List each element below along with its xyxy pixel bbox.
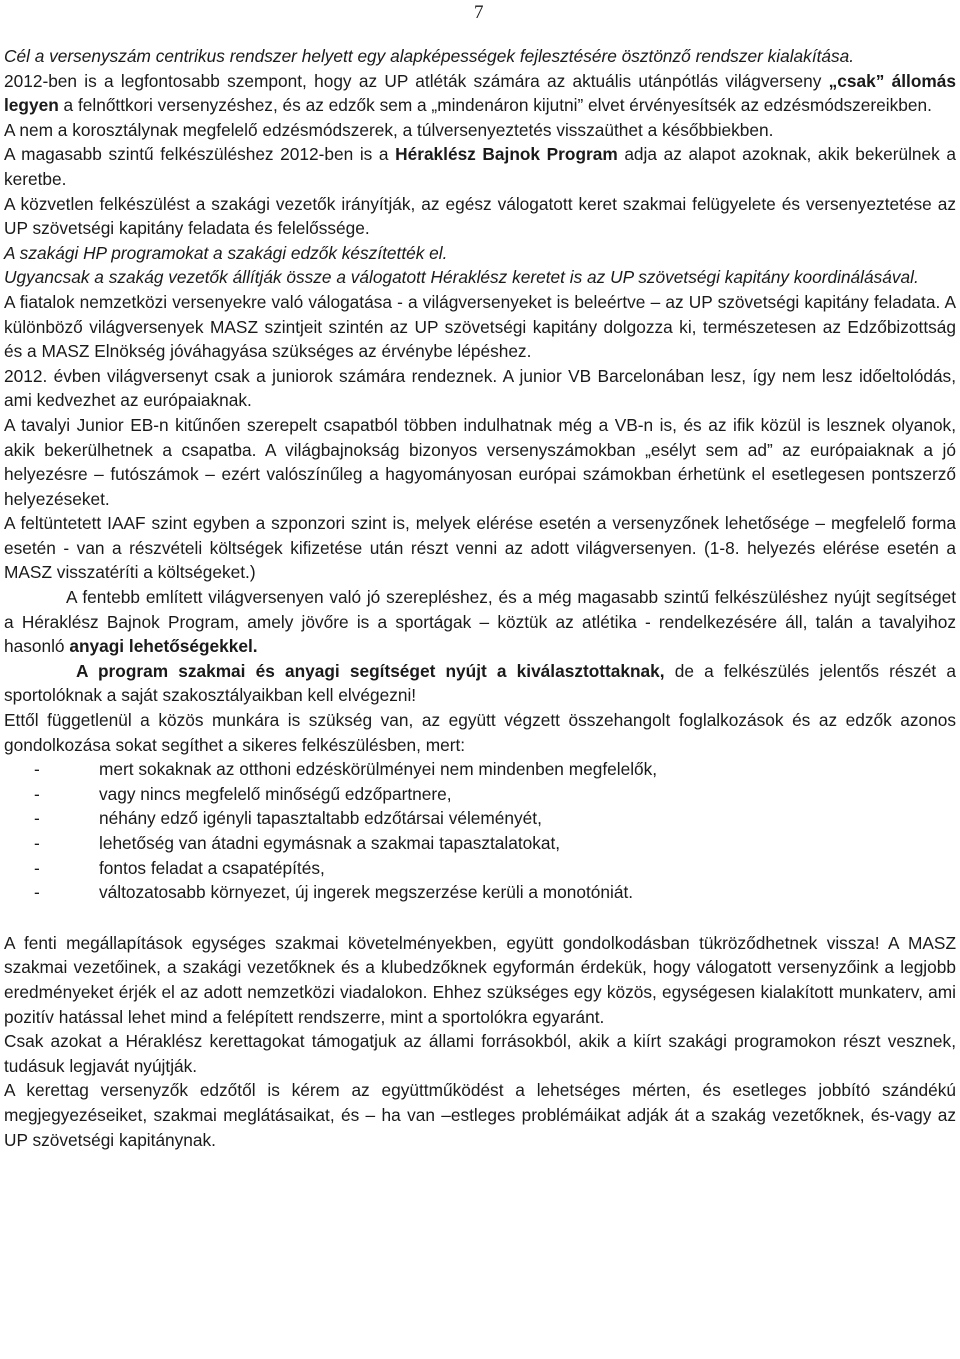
paragraph-cooperation-request: A kerettag versenyzők edzőtől is kérem az együttműködést a lehetséges mérten, és esetleges jobbító szándékú megjegyezéseiket, szakmai meglátásaikat, és – ha van –estleges problémáikat adják át a szakág vezetőknek, és-vagy az UP szövetségi kapitánynak. <box>4 1080 956 1150</box>
bold-run: A program szakmai és anyagi segítséget nyújt a kiválasztottaknak, <box>76 660 665 681</box>
list-item <box>4 757 956 782</box>
paragraph-2012-events: 2012. évben világversenyt csak a juniorok számára rendeznek. A junior VB Barcelonában lesz, így nem lesz időeltolódás, ami kedvezhet az európaiaknak. <box>4 365 956 411</box>
list-dash: - <box>34 808 40 829</box>
list-item-text: mert sokaknak az otthoni edzéskörülményei nem mindenben megfelelők, <box>99 759 658 780</box>
list-item <box>4 806 956 831</box>
paragraph-joint-work: Ettől függetlenül a közös munkára is szükség van, az együtt végzett összehangolt foglalkozások és az edzők azonos gondolkozása sokat segíthet a sikeres felkészülésben, mert: <box>4 710 956 755</box>
spacer <box>4 905 956 931</box>
paragraph-common-requirements: A fenti megállapítások egységes szakmai követelményekben, együtt gondolkodásban tükröződhetnek vissza! A MASZ szakmai vezetőinek, a szakági vezetőknek és a klubedzőknek egyformán érdekük, hogy válogatott versenyzőink a legjobb eredményeket érjék el az adott nemzetközi viadalokon. Ehhez szükséges egy közös, egységesen kialakított munkaterv, ami pozitív hatással lehet mind a felépített rendszerre, mint a sportolókra egyaránt. <box>4 932 956 1027</box>
paragraph-international-selection: A fiatalok nemzetközi versenyekre való válogatása - a világversenyeket is beleértve – az UP szövetségi kapitány feladata. A különböző világversenyek MASZ szintjeit szintén az UP szövetségi kapitány dolgozza ki, természetesen az Edzőbizottság és a MASZ Elnökség jóváhagyása szükséges az érvénybe lépéshez. <box>4 291 956 362</box>
paragraph-program-aid <box>4 659 956 708</box>
list-dash: - <box>34 882 40 903</box>
text-run: A magasabb szintű felkészüléshez 2012-ben is a <box>4 144 396 165</box>
paragraph-priority <box>4 69 956 118</box>
paragraph-goal: Cél a versenyszám centrikus rendszer helyett egy alapképességek fejlesztésére ösztönző rendszer kialakítása. <box>4 46 855 66</box>
text-run: A fentebb említett világversenyen való jó szerepléshez, és a még magasabb szintű felkészüléshez nyújt segítséget a Héraklész Bajnok Program, amely jövőre is a sportágak – köztük az atlétika - rendelkezésére áll, talán a tavalyihoz hasonló <box>4 587 956 657</box>
list-dash: - <box>34 857 40 878</box>
paragraph-team-selection: Ugyancsak a szakág vezetők állítják össze a válogatott Héraklész keretet is az UP szövetségi kapitány koordinálásával. <box>4 267 919 288</box>
text-run: 2012-ben is a legfontosabb szempont, hogy az UP atléták számára az aktuális utánpótlás világverseny <box>4 70 829 91</box>
text-run: de a felkészülés jelentős részét a sportolóknak a saját szakosztályaikban kell elvégezni! <box>4 660 956 706</box>
text-run: a felnőttkori versenyzéshez, és az edzők sem a „mindenáron kijutni” elvet érvényesítsék az edzésmódszereikben. <box>58 95 932 116</box>
list-dash: - <box>34 759 40 780</box>
document-body <box>4 44 956 1152</box>
paragraph-hp-programs: A szakági HP programokat a szakági edzők készítették el. <box>4 242 448 263</box>
paragraph-state-funding: Csak azokat a Héraklész kerettagokat támogatjuk az állami forrásokból, akik a kiírt szakági programokon részt vesznek, tudásuk legjavát nyújtják. <box>4 1031 956 1076</box>
list-item <box>4 856 956 881</box>
bold-run: Héraklész Bajnok Program <box>395 144 618 165</box>
list-item <box>4 782 956 807</box>
list-item <box>4 831 956 856</box>
paragraph-age-warning: A nem a korosztálynak megfelelő edzésmódszerek, a túlversenyeztetés visszaüthet a későbbiekben. <box>4 119 774 140</box>
list-item-text: változatosabb környezet, új ingerek megszerzése kerüli a monotóniát. <box>99 882 634 903</box>
paragraph-iaaf-level: A feltüntetett IAAF szint egyben a szponzori szint is, melyek elérése esetén a versenyzőnek lehetősége – megfelelő forma esetén - van a részvételi költségek kifizetése után részt venni az adott világversenyen. (1-8. helyezés elérése esetén a MASZ visszatéríti a költségeket.) <box>4 513 956 583</box>
list-item-text: néhány edző igényli tapasztaltabb edzőtársai véleményét, <box>99 808 542 829</box>
paragraph-program-support <box>4 585 956 659</box>
paragraph-heraklesz <box>4 142 956 191</box>
paragraph-leadership: A közvetlen felkészülést a szakági vezetők irányítják, az egész válogatott keret szakmai felügyelete és versenyeztetése az UP szövetségi kapitány feladata és felelőssége. <box>4 193 956 239</box>
list-item-text: vagy nincs megfelelő minőségű edzőpartnere, <box>99 783 452 804</box>
paragraph-junior-eb: A tavalyi Junior EB-n kitűnően szerepelt csapatból többen indulhatnak még a VB-n is, és az ifik közül is lesznek olyanok, akik bekerülhetnek a csapatba. A világbajnokság bizonyos versenyszámokban „esélyt sem ad” az európaiaknak a jó helyezésre – futószámok – ezért valószínűleg a hagyományosan európai számokban érhetünk el esetlegesen pontszerző helyezéseket. <box>4 414 956 509</box>
list-dash: - <box>34 783 40 804</box>
list-item <box>4 880 956 905</box>
page-number: 7 <box>474 2 484 23</box>
reasons-list <box>4 757 956 905</box>
list-item-text: lehetőség van átadni egymásnak a szakmai tapasztalatokat, <box>99 833 561 853</box>
list-item-text: fontos feladat a csapatépítés, <box>99 857 325 878</box>
bold-run: „csak” állomás legyen <box>4 70 956 116</box>
text-run: adja az alapot azoknak, akik bekerülnek a keretbe. <box>4 144 956 189</box>
list-dash: - <box>34 833 40 853</box>
bold-run: anyagi lehetőségekkel. <box>69 636 258 657</box>
